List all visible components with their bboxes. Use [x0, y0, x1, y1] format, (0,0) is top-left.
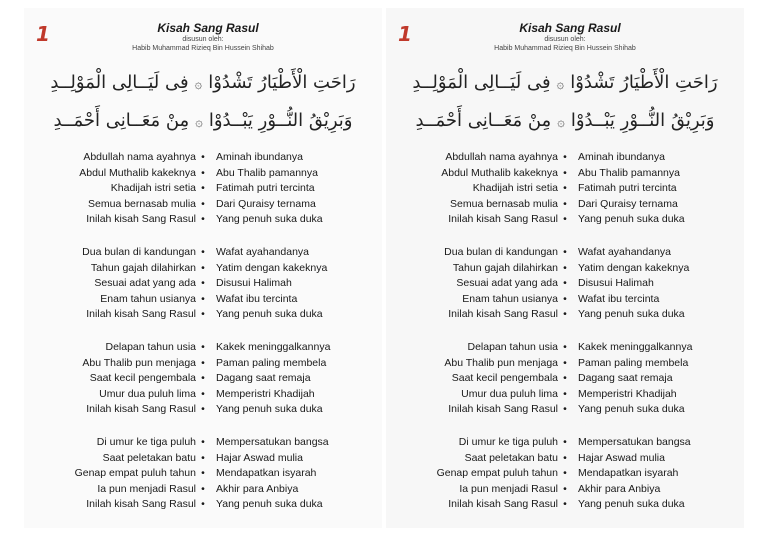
- lyric-left: Inilah kisah Sang Rasul: [448, 213, 558, 225]
- arabic-verse-1: [386, 72, 744, 93]
- bullet-icon: •: [201, 246, 205, 258]
- bullet-icon: •: [563, 356, 567, 369]
- lyric-left: Inilah kisah Sang Rasul: [86, 498, 196, 510]
- lyric-left: Abdullah nama ayahnya: [445, 151, 558, 163]
- bullet-icon: •: [201, 151, 205, 163]
- lyric-right: Memperistri Khadijah: [578, 387, 677, 400]
- lyric-left: Enam tahun usianya: [100, 292, 196, 305]
- lyric-right: Kakek meninggalkannya: [578, 341, 693, 353]
- lyric-line: [24, 388, 382, 404]
- bullet-icon: •: [201, 436, 205, 448]
- arabic-verse-1-right: رَاحَتِ الْأَطْيَارُ تَشْدُوْا: [208, 72, 356, 93]
- arabic-verse-1-left: فِى لَيَــالِى الْمَوْلِــدِ: [50, 72, 189, 93]
- bullet-icon: •: [201, 403, 205, 415]
- lyric-left: Delapan tahun usia: [467, 341, 558, 353]
- page-number: 1: [36, 22, 50, 46]
- lyric-right: Disusui Halimah: [216, 277, 292, 289]
- title-block: [24, 21, 382, 53]
- stanza-3: [386, 341, 744, 419]
- bullet-icon: •: [563, 308, 567, 320]
- lyric-line: [386, 452, 744, 468]
- lyric-right: Dari Quraisy ternama: [216, 197, 316, 210]
- lyric-right: Paman paling membela: [578, 356, 689, 369]
- arabic-verse-1-right: رَاحَتِ الْأَطْيَارُ تَشْدُوْا: [570, 72, 718, 93]
- lyric-right: Yatim dengan kakeknya: [578, 261, 690, 274]
- lyric-left: Abdul Muthalib kakeknya: [79, 166, 196, 179]
- lyric-left: Dua bulan di kandungan: [444, 246, 558, 258]
- lyric-left: Inilah kisah Sang Rasul: [86, 403, 196, 415]
- lyric-line: [386, 262, 744, 278]
- bullet-icon: •: [563, 467, 567, 479]
- lyric-right: Mempersatukan bangsa: [578, 436, 691, 448]
- bullet-icon: •: [563, 151, 567, 163]
- stanza-1: [24, 151, 382, 229]
- lyric-line: [24, 436, 382, 452]
- arabic-verse-2-right: وَبَرِيْقُ النُّــوْرِ يَبْــدُوْا: [570, 110, 715, 131]
- title-block: [386, 21, 744, 53]
- lyric-line: [24, 403, 382, 419]
- arabic-separator-icon: ۞: [195, 115, 203, 130]
- bullet-icon: •: [563, 482, 567, 495]
- bullet-icon: •: [201, 356, 205, 369]
- bullet-icon: •: [563, 387, 567, 400]
- lyric-right: Yang penuh suka duka: [216, 308, 323, 320]
- lyric-line: [386, 293, 744, 309]
- bullet-icon: •: [201, 261, 205, 274]
- lyric-right: Yang penuh suka duka: [216, 498, 323, 510]
- bullet-icon: •: [563, 372, 567, 384]
- arabic-separator-icon: ۞: [556, 77, 565, 92]
- arabic-verse-1-left: فِى لَيَــالِى الْمَوْلِــدِ: [412, 72, 551, 93]
- lyric-left: Umur dua puluh lima: [461, 387, 558, 400]
- bullet-icon: •: [563, 166, 567, 179]
- lyric-left: Saat peletakan batu: [102, 451, 196, 464]
- bullet-icon: •: [201, 451, 205, 464]
- bullet-icon: •: [201, 308, 205, 320]
- lyric-right: Yang penuh suka duka: [216, 213, 323, 225]
- lyric-line: [24, 483, 382, 499]
- lyric-right: Yang penuh suka duka: [578, 403, 685, 415]
- stanza-2: [386, 246, 744, 324]
- lyric-right: Mempersatukan bangsa: [216, 436, 329, 448]
- lyric-left: Inilah kisah Sang Rasul: [86, 308, 196, 320]
- lyric-line: [386, 357, 744, 373]
- bullet-icon: •: [563, 182, 567, 194]
- bullet-icon: •: [563, 451, 567, 464]
- lyric-line: [24, 357, 382, 373]
- lyric-left: Saat peletakan batu: [464, 451, 558, 464]
- lyric-line: [24, 341, 382, 357]
- bullet-icon: •: [201, 292, 205, 305]
- lyric-right: Hajar Aswad mulia: [578, 451, 665, 464]
- lyric-line: [24, 293, 382, 309]
- lyric-line: [386, 436, 744, 452]
- lyric-left: Saat kecil pengembala: [89, 372, 196, 384]
- arabic-verse-2: [386, 110, 744, 131]
- lyric-left: Inilah kisah Sang Rasul: [448, 308, 558, 320]
- lyric-right: Dagang saat remaja: [578, 372, 673, 384]
- arabic-verse-2-left: مِنْ مَعَــانِى أَحْمَــدِ: [53, 110, 190, 131]
- lyric-line: [386, 341, 744, 357]
- lyric-line: [24, 452, 382, 468]
- lyric-line: [386, 403, 744, 419]
- lyric-right: Yang penuh suka duka: [578, 308, 685, 320]
- lyric-line: [386, 277, 744, 293]
- bullet-icon: •: [563, 341, 567, 353]
- lyric-right: Wafat ayahandanya: [216, 246, 310, 258]
- lyric-left: Enam tahun usianya: [462, 292, 558, 305]
- lyric-left: Di umur ke tiga puluh: [96, 436, 196, 448]
- bullet-icon: •: [201, 213, 205, 225]
- lyric-line: [24, 167, 382, 183]
- lyric-right: Yatim dengan kakeknya: [216, 261, 328, 274]
- lyric-line: [24, 246, 382, 262]
- compiled-by-label: disusun oleh:: [182, 36, 224, 43]
- arabic-verse-2-left: مِنْ مَعَــانِى أَحْمَــدِ: [415, 110, 552, 131]
- lyric-line: [24, 277, 382, 293]
- stanza-4: [386, 436, 744, 514]
- lyric-line: [386, 372, 744, 388]
- lyric-line: [386, 151, 744, 167]
- lyric-line: [386, 198, 744, 214]
- bullet-icon: •: [201, 197, 205, 210]
- bullet-icon: •: [201, 182, 205, 194]
- lyric-line: [24, 467, 382, 483]
- bullet-icon: •: [563, 261, 567, 274]
- lyric-right: Mendapatkan isyarah: [578, 467, 679, 479]
- lyric-line: [24, 151, 382, 167]
- lyric-right: Wafat ayahandanya: [578, 246, 672, 258]
- lyric-right: Kakek meninggalkannya: [216, 341, 331, 353]
- lyric-right: Fatimah putri tercinta: [216, 182, 315, 194]
- lyric-right: Abu Thalib pamannya: [578, 166, 680, 179]
- song-title: Kisah Sang Rasul: [519, 21, 621, 35]
- stanza-4: [24, 436, 382, 514]
- lyric-left: Ia pun menjadi Rasul: [459, 482, 558, 495]
- lyric-left: Inilah kisah Sang Rasul: [86, 213, 196, 225]
- lyric-left: Ia pun menjadi Rasul: [97, 482, 196, 495]
- lyric-left: Abdul Muthalib kakeknya: [441, 166, 558, 179]
- lyric-line: [24, 182, 382, 198]
- lyric-right: Fatimah putri tercinta: [578, 182, 677, 194]
- lyric-right: Akhir para Anbiya: [216, 482, 299, 495]
- compiled-by-label: disusun oleh:: [544, 36, 586, 43]
- lyric-line: [386, 483, 744, 499]
- lyric-right: Yang penuh suka duka: [578, 213, 685, 225]
- lyric-left: Genap empat puluh tahun: [74, 467, 196, 479]
- arabic-verse-2-right: وَبَرِيْقُ النُّــوْرِ يَبْــدُوْا: [208, 110, 353, 131]
- lyric-left: Umur dua puluh lima: [99, 387, 196, 400]
- bullet-icon: •: [563, 246, 567, 258]
- lyric-left: Sesuai adat yang ada: [456, 277, 558, 289]
- bullet-icon: •: [201, 498, 205, 510]
- arabic-separator-icon: ۞: [194, 77, 203, 92]
- bullet-icon: •: [563, 403, 567, 415]
- bullet-icon: •: [201, 341, 205, 353]
- bullet-icon: •: [563, 277, 567, 289]
- lyric-line: [24, 262, 382, 278]
- bullet-icon: •: [201, 166, 205, 179]
- lyric-right: Wafat ibu tercinta: [578, 292, 660, 305]
- lyric-right: Aminah ibundanya: [216, 151, 303, 163]
- lyric-line: [24, 372, 382, 388]
- stanza-2: [24, 246, 382, 324]
- lyric-line: [386, 246, 744, 262]
- lyric-left: Tahun gajah dilahirkan: [452, 261, 558, 274]
- lyric-line: [386, 498, 744, 514]
- lyric-line: [386, 308, 744, 324]
- lyric-right: Akhir para Anbiya: [578, 482, 661, 495]
- bullet-icon: •: [201, 277, 205, 289]
- lyric-line: [386, 213, 744, 229]
- lyric-right: Aminah ibundanya: [578, 151, 665, 163]
- lyric-left: Abu Thalib pun menjaga: [444, 356, 558, 369]
- lyric-line: [24, 198, 382, 214]
- lyric-right: Wafat ibu tercinta: [216, 292, 298, 305]
- lyric-left: Khadijah istri setia: [472, 182, 558, 194]
- bullet-icon: •: [201, 482, 205, 495]
- lyric-left: Sesuai adat yang ada: [94, 277, 196, 289]
- lyric-right: Memperistri Khadijah: [216, 387, 315, 400]
- bullet-icon: •: [201, 387, 205, 400]
- lyric-right: Dagang saat remaja: [216, 372, 311, 384]
- lyric-right: Dari Quraisy ternama: [578, 197, 678, 210]
- lyric-left: Dua bulan di kandungan: [82, 246, 196, 258]
- bullet-icon: •: [201, 467, 205, 479]
- lyric-left: Semua bernasab mulia: [88, 197, 196, 210]
- lyric-line: [24, 308, 382, 324]
- lyric-left: Delapan tahun usia: [105, 341, 196, 353]
- song-title: Kisah Sang Rasul: [157, 21, 259, 35]
- lyric-right: Abu Thalib pamannya: [216, 166, 318, 179]
- lyric-left: Inilah kisah Sang Rasul: [448, 498, 558, 510]
- page-number: 1: [398, 22, 412, 46]
- lyric-left: Genap empat puluh tahun: [436, 467, 558, 479]
- lyric-left: Abu Thalib pun menjaga: [82, 356, 196, 369]
- lyric-right: Yang penuh suka duka: [578, 498, 685, 510]
- lyric-line: [24, 498, 382, 514]
- lyric-line: [386, 167, 744, 183]
- lyric-line: [24, 213, 382, 229]
- lyric-right: Yang penuh suka duka: [216, 403, 323, 415]
- lyric-right: Disusui Halimah: [578, 277, 654, 289]
- arabic-separator-icon: ۞: [557, 115, 565, 130]
- lyric-left: Semua bernasab mulia: [450, 197, 558, 210]
- lyric-left: Di umur ke tiga puluh: [458, 436, 558, 448]
- author-name: Habib Muhammad Rizieq Bin Hussein Shihab: [494, 45, 636, 52]
- lyric-sheet-right: [386, 8, 744, 528]
- lyric-left: Abdullah nama ayahnya: [83, 151, 196, 163]
- stanza-1: [386, 151, 744, 229]
- arabic-verse-1: [24, 72, 382, 93]
- bullet-icon: •: [563, 292, 567, 305]
- bullet-icon: •: [563, 436, 567, 448]
- stanza-3: [24, 341, 382, 419]
- lyric-right: Paman paling membela: [216, 356, 327, 369]
- lyric-right: Mendapatkan isyarah: [216, 467, 317, 479]
- lyric-line: [386, 182, 744, 198]
- lyric-left: Tahun gajah dilahirkan: [90, 261, 196, 274]
- bullet-icon: •: [563, 197, 567, 210]
- bullet-icon: •: [563, 213, 567, 225]
- lyric-sheet-left: [24, 8, 382, 528]
- lyric-left: Khadijah istri setia: [110, 182, 196, 194]
- lyric-left: Inilah kisah Sang Rasul: [448, 403, 558, 415]
- lyric-right: Hajar Aswad mulia: [216, 451, 303, 464]
- bullet-icon: •: [563, 498, 567, 510]
- author-name: Habib Muhammad Rizieq Bin Hussein Shihab: [132, 45, 274, 52]
- bullet-icon: •: [201, 372, 205, 384]
- lyric-line: [386, 467, 744, 483]
- lyric-line: [386, 388, 744, 404]
- arabic-verse-2: [24, 110, 382, 131]
- lyric-left: Saat kecil pengembala: [451, 372, 558, 384]
